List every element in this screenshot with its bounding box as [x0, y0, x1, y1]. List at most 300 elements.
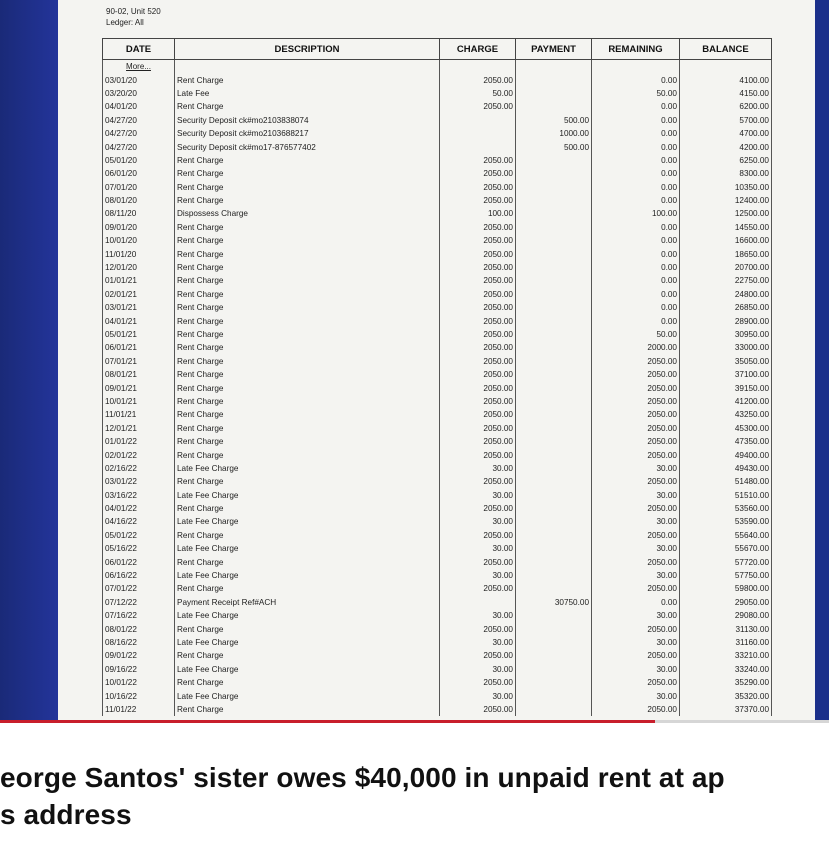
more-link[interactable]: More... — [103, 60, 175, 74]
charge-cell: 2050.00 — [440, 194, 516, 207]
remaining-cell: 0.00 — [592, 140, 680, 153]
description-cell: Security Deposit ck#mo17-876577402 — [175, 140, 440, 153]
table-row — [103, 435, 772, 448]
balance-cell: 6200.00 — [680, 100, 772, 113]
remaining-cell: 2050.00 — [592, 395, 680, 408]
date-cell: 09/16/22 — [103, 663, 175, 676]
balance-cell: 53590.00 — [680, 515, 772, 528]
date-cell: 04/16/22 — [103, 515, 175, 528]
payment-cell — [516, 381, 592, 394]
remaining-cell: 50.00 — [592, 87, 680, 100]
balance-cell: 4700.00 — [680, 127, 772, 140]
table-row — [103, 596, 772, 609]
payment-cell — [516, 301, 592, 314]
table-row — [103, 448, 772, 461]
charge-cell: 2050.00 — [440, 555, 516, 568]
payment-cell — [516, 100, 592, 113]
balance-cell: 26850.00 — [680, 301, 772, 314]
balance-cell: 4150.00 — [680, 87, 772, 100]
date-cell: 03/01/21 — [103, 301, 175, 314]
remaining-cell: 2050.00 — [592, 676, 680, 689]
remaining-cell: 2050.00 — [592, 529, 680, 542]
payment-cell: 500.00 — [516, 140, 592, 153]
date-cell: 03/20/20 — [103, 87, 175, 100]
table-row — [103, 408, 772, 421]
balance-cell: 28900.00 — [680, 314, 772, 327]
description-cell: Rent Charge — [175, 676, 440, 689]
payment-cell — [516, 328, 592, 341]
table-row — [103, 261, 772, 274]
balance-cell: 37370.00 — [680, 703, 772, 716]
balance-cell: 35320.00 — [680, 689, 772, 702]
payment-cell — [516, 489, 592, 502]
balance-cell: 39150.00 — [680, 381, 772, 394]
remaining-cell: 50.00 — [592, 328, 680, 341]
date-cell: 07/01/21 — [103, 355, 175, 368]
news-caption-bar — [0, 720, 829, 845]
date-cell: 10/16/22 — [103, 689, 175, 702]
table-row — [103, 489, 772, 502]
table-row — [103, 636, 772, 649]
charge-cell: 2050.00 — [440, 301, 516, 314]
remaining-cell: 0.00 — [592, 288, 680, 301]
payment-cell: 30750.00 — [516, 596, 592, 609]
balance-cell: 10350.00 — [680, 181, 772, 194]
charge-cell: 2050.00 — [440, 288, 516, 301]
remaining-cell: 30.00 — [592, 569, 680, 582]
charge-cell: 2050.00 — [440, 395, 516, 408]
balance-cell: 14550.00 — [680, 221, 772, 234]
description-cell: Rent Charge — [175, 234, 440, 247]
charge-cell: 2050.00 — [440, 582, 516, 595]
payment-cell — [516, 649, 592, 662]
description-cell: Security Deposit ck#mo2103838074 — [175, 114, 440, 127]
charge-cell: 30.00 — [440, 569, 516, 582]
document-header — [106, 6, 161, 28]
remaining-cell: 2050.00 — [592, 555, 680, 568]
balance-cell: 55640.00 — [680, 529, 772, 542]
charge-cell: 2050.00 — [440, 408, 516, 421]
remaining-cell: 0.00 — [592, 261, 680, 274]
table-row — [103, 569, 772, 582]
charge-cell: 2050.00 — [440, 676, 516, 689]
video-frame-right-band — [815, 0, 829, 720]
charge-cell: 2050.00 — [440, 221, 516, 234]
balance-cell: 18650.00 — [680, 247, 772, 260]
remaining-cell: 30.00 — [592, 663, 680, 676]
balance-cell: 5700.00 — [680, 114, 772, 127]
table-row — [103, 529, 772, 542]
date-cell: 10/01/20 — [103, 234, 175, 247]
balance-cell: 57750.00 — [680, 569, 772, 582]
table-row — [103, 502, 772, 515]
column-header-date: DATE — [103, 39, 175, 60]
charge-cell — [440, 596, 516, 609]
column-header-balance: BALANCE — [680, 39, 772, 60]
charge-cell: 50.00 — [440, 87, 516, 100]
balance-cell: 57720.00 — [680, 555, 772, 568]
description-cell: Rent Charge — [175, 475, 440, 488]
charge-cell: 2050.00 — [440, 502, 516, 515]
payment-cell — [516, 73, 592, 86]
table-row — [103, 221, 772, 234]
description-cell: Rent Charge — [175, 502, 440, 515]
remaining-cell: 2050.00 — [592, 649, 680, 662]
description-cell: Late Fee Charge — [175, 663, 440, 676]
date-cell: 03/16/22 — [103, 489, 175, 502]
description-cell: Rent Charge — [175, 368, 440, 381]
date-cell: 04/01/22 — [103, 502, 175, 515]
charge-cell: 2050.00 — [440, 381, 516, 394]
table-row — [103, 622, 772, 635]
description-cell: Late Fee Charge — [175, 636, 440, 649]
remaining-cell: 2050.00 — [592, 448, 680, 461]
description-cell: Late Fee Charge — [175, 609, 440, 622]
ledger-table — [102, 38, 772, 716]
table-row — [103, 194, 772, 207]
payment-cell — [516, 448, 592, 461]
table-row — [103, 154, 772, 167]
description-cell: Dispossess Charge — [175, 207, 440, 220]
charge-cell — [440, 114, 516, 127]
balance-cell: 33210.00 — [680, 649, 772, 662]
description-cell: Rent Charge — [175, 529, 440, 542]
payment-cell — [516, 288, 592, 301]
charge-cell: 2050.00 — [440, 622, 516, 635]
balance-cell: 51510.00 — [680, 489, 772, 502]
table-row — [103, 73, 772, 86]
date-cell: 12/01/21 — [103, 422, 175, 435]
table-row — [103, 114, 772, 127]
charge-cell: 2050.00 — [440, 529, 516, 542]
headline-line-1: eorge Santos' sister owes $40,000 in unpaid rent at ap — [0, 762, 725, 793]
description-cell: Rent Charge — [175, 221, 440, 234]
description-cell: Rent Charge — [175, 555, 440, 568]
description-cell: Rent Charge — [175, 395, 440, 408]
remaining-cell: 2050.00 — [592, 355, 680, 368]
charge-cell: 2050.00 — [440, 100, 516, 113]
payment-cell — [516, 314, 592, 327]
remaining-cell: 0.00 — [592, 596, 680, 609]
description-cell: Rent Charge — [175, 181, 440, 194]
description-cell: Rent Charge — [175, 261, 440, 274]
description-cell: Late Fee Charge — [175, 542, 440, 555]
charge-cell: 2050.00 — [440, 167, 516, 180]
charge-cell: 2050.00 — [440, 341, 516, 354]
date-cell: 05/01/20 — [103, 154, 175, 167]
charge-cell: 100.00 — [440, 207, 516, 220]
table-row — [103, 181, 772, 194]
description-cell: Rent Charge — [175, 73, 440, 86]
date-cell: 08/16/22 — [103, 636, 175, 649]
more-row — [103, 60, 772, 74]
date-cell: 03/01/22 — [103, 475, 175, 488]
charge-cell: 30.00 — [440, 489, 516, 502]
payment-cell — [516, 395, 592, 408]
date-cell: 07/12/22 — [103, 596, 175, 609]
payment-cell — [516, 475, 592, 488]
description-cell: Rent Charge — [175, 341, 440, 354]
description-cell: Rent Charge — [175, 194, 440, 207]
remaining-cell: 30.00 — [592, 489, 680, 502]
column-header-remaining: REMAINING — [592, 39, 680, 60]
payment-cell — [516, 703, 592, 716]
table-row — [103, 341, 772, 354]
payment-cell — [516, 261, 592, 274]
balance-cell: 12400.00 — [680, 194, 772, 207]
date-cell: 06/01/21 — [103, 341, 175, 354]
remaining-cell: 0.00 — [592, 127, 680, 140]
payment-cell — [516, 529, 592, 542]
payment-cell — [516, 341, 592, 354]
payment-cell — [516, 582, 592, 595]
date-cell: 06/01/22 — [103, 555, 175, 568]
table-row — [103, 555, 772, 568]
date-cell: 08/01/21 — [103, 368, 175, 381]
description-cell: Rent Charge — [175, 622, 440, 635]
charge-cell: 2050.00 — [440, 261, 516, 274]
remaining-cell: 2050.00 — [592, 703, 680, 716]
charge-cell: 2050.00 — [440, 181, 516, 194]
payment-cell — [516, 247, 592, 260]
column-header-payment: PAYMENT — [516, 39, 592, 60]
table-row — [103, 87, 772, 100]
table-row — [103, 368, 772, 381]
date-cell: 04/01/20 — [103, 100, 175, 113]
charge-cell: 2050.00 — [440, 328, 516, 341]
remaining-cell: 2050.00 — [592, 381, 680, 394]
payment-cell — [516, 609, 592, 622]
description-cell: Rent Charge — [175, 314, 440, 327]
remaining-cell: 0.00 — [592, 247, 680, 260]
remaining-cell: 100.00 — [592, 207, 680, 220]
charge-cell: 30.00 — [440, 462, 516, 475]
remaining-cell: 0.00 — [592, 167, 680, 180]
balance-cell: 29050.00 — [680, 596, 772, 609]
description-cell: Security Deposit ck#mo2103688217 — [175, 127, 440, 140]
payment-cell — [516, 221, 592, 234]
payment-cell — [516, 636, 592, 649]
description-cell: Rent Charge — [175, 582, 440, 595]
ledger-filter: Ledger: All — [106, 18, 144, 27]
balance-cell: 31130.00 — [680, 622, 772, 635]
description-cell: Rent Charge — [175, 355, 440, 368]
balance-cell: 4100.00 — [680, 73, 772, 86]
remaining-cell: 0.00 — [592, 274, 680, 287]
caption-red-rule — [0, 720, 655, 723]
payment-cell — [516, 462, 592, 475]
video-frame-left-band — [0, 0, 58, 720]
table-row — [103, 100, 772, 113]
date-cell: 07/16/22 — [103, 609, 175, 622]
remaining-cell: 0.00 — [592, 114, 680, 127]
table-row — [103, 689, 772, 702]
remaining-cell: 0.00 — [592, 301, 680, 314]
date-cell: 11/01/20 — [103, 247, 175, 260]
date-cell: 03/01/20 — [103, 73, 175, 86]
table-row — [103, 167, 772, 180]
date-cell: 08/01/22 — [103, 622, 175, 635]
charge-cell: 2050.00 — [440, 703, 516, 716]
charge-cell: 2050.00 — [440, 435, 516, 448]
description-cell: Late Fee Charge — [175, 689, 440, 702]
payment-cell — [516, 422, 592, 435]
payment-cell — [516, 234, 592, 247]
date-cell: 11/01/22 — [103, 703, 175, 716]
payment-cell: 1000.00 — [516, 127, 592, 140]
table-row — [103, 462, 772, 475]
date-cell: 05/01/22 — [103, 529, 175, 542]
charge-cell: 2050.00 — [440, 368, 516, 381]
table-row — [103, 314, 772, 327]
table-row — [103, 649, 772, 662]
date-cell: 10/01/22 — [103, 676, 175, 689]
remaining-cell: 0.00 — [592, 234, 680, 247]
date-cell: 01/01/21 — [103, 274, 175, 287]
date-cell: 04/27/20 — [103, 127, 175, 140]
payment-cell: 500.00 — [516, 114, 592, 127]
date-cell: 06/16/22 — [103, 569, 175, 582]
date-cell: 04/01/21 — [103, 314, 175, 327]
charge-cell: 2050.00 — [440, 422, 516, 435]
balance-cell: 24800.00 — [680, 288, 772, 301]
description-cell: Rent Charge — [175, 408, 440, 421]
table-row — [103, 395, 772, 408]
balance-cell: 59800.00 — [680, 582, 772, 595]
date-cell: 02/01/22 — [103, 448, 175, 461]
table-row — [103, 328, 772, 341]
payment-cell — [516, 676, 592, 689]
payment-cell — [516, 515, 592, 528]
remaining-cell: 2050.00 — [592, 582, 680, 595]
description-cell: Payment Receipt Ref#ACH — [175, 596, 440, 609]
payment-cell — [516, 87, 592, 100]
date-cell: 08/11/20 — [103, 207, 175, 220]
ledger-document — [58, 0, 815, 720]
ledger-header-row — [103, 39, 772, 60]
charge-cell: 2050.00 — [440, 314, 516, 327]
description-cell: Rent Charge — [175, 435, 440, 448]
payment-cell — [516, 542, 592, 555]
table-row — [103, 207, 772, 220]
payment-cell — [516, 194, 592, 207]
payment-cell — [516, 274, 592, 287]
description-cell: Rent Charge — [175, 301, 440, 314]
table-row — [103, 422, 772, 435]
balance-cell: 16600.00 — [680, 234, 772, 247]
charge-cell: 2050.00 — [440, 73, 516, 86]
description-cell: Late Fee — [175, 87, 440, 100]
remaining-cell: 0.00 — [592, 73, 680, 86]
description-cell: Rent Charge — [175, 100, 440, 113]
table-row — [103, 542, 772, 555]
column-header-description: DESCRIPTION — [175, 39, 440, 60]
balance-cell: 22750.00 — [680, 274, 772, 287]
description-cell: Rent Charge — [175, 448, 440, 461]
payment-cell — [516, 689, 592, 702]
date-cell: 10/01/21 — [103, 395, 175, 408]
balance-cell: 37100.00 — [680, 368, 772, 381]
payment-cell — [516, 569, 592, 582]
charge-cell: 2050.00 — [440, 649, 516, 662]
description-cell: Rent Charge — [175, 703, 440, 716]
balance-cell: 35050.00 — [680, 355, 772, 368]
remaining-cell: 2050.00 — [592, 622, 680, 635]
remaining-cell: 30.00 — [592, 542, 680, 555]
balance-cell: 33240.00 — [680, 663, 772, 676]
description-cell: Late Fee Charge — [175, 489, 440, 502]
balance-cell: 47350.00 — [680, 435, 772, 448]
table-row — [103, 515, 772, 528]
balance-cell: 20700.00 — [680, 261, 772, 274]
description-cell: Late Fee Charge — [175, 569, 440, 582]
table-row — [103, 676, 772, 689]
balance-cell: 55670.00 — [680, 542, 772, 555]
remaining-cell: 0.00 — [592, 194, 680, 207]
remaining-cell: 2050.00 — [592, 502, 680, 515]
table-row — [103, 140, 772, 153]
date-cell: 02/16/22 — [103, 462, 175, 475]
description-cell: Rent Charge — [175, 328, 440, 341]
remaining-cell: 0.00 — [592, 181, 680, 194]
date-cell: 02/01/21 — [103, 288, 175, 301]
description-cell: Rent Charge — [175, 247, 440, 260]
table-row — [103, 703, 772, 716]
charge-cell: 30.00 — [440, 515, 516, 528]
payment-cell — [516, 435, 592, 448]
description-cell: Rent Charge — [175, 154, 440, 167]
payment-cell — [516, 167, 592, 180]
date-cell: 08/01/20 — [103, 194, 175, 207]
description-cell: Rent Charge — [175, 381, 440, 394]
date-cell: 01/01/22 — [103, 435, 175, 448]
remaining-cell: 2050.00 — [592, 475, 680, 488]
charge-cell: 30.00 — [440, 636, 516, 649]
remaining-cell: 0.00 — [592, 221, 680, 234]
description-cell: Late Fee Charge — [175, 515, 440, 528]
description-cell: Rent Charge — [175, 167, 440, 180]
charge-cell: 30.00 — [440, 609, 516, 622]
charge-cell: 2050.00 — [440, 475, 516, 488]
charge-cell: 2050.00 — [440, 274, 516, 287]
remaining-cell: 0.00 — [592, 314, 680, 327]
description-cell: Rent Charge — [175, 422, 440, 435]
date-cell: 06/01/20 — [103, 167, 175, 180]
remaining-cell: 0.00 — [592, 100, 680, 113]
remaining-cell: 30.00 — [592, 609, 680, 622]
payment-cell — [516, 408, 592, 421]
charge-cell: 2050.00 — [440, 247, 516, 260]
date-cell: 05/01/21 — [103, 328, 175, 341]
payment-cell — [516, 368, 592, 381]
date-cell: 12/01/20 — [103, 261, 175, 274]
balance-cell: 49430.00 — [680, 462, 772, 475]
table-row — [103, 475, 772, 488]
table-row — [103, 301, 772, 314]
payment-cell — [516, 555, 592, 568]
charge-cell: 30.00 — [440, 689, 516, 702]
remaining-cell: 2050.00 — [592, 368, 680, 381]
payment-cell — [516, 502, 592, 515]
charge-cell: 30.00 — [440, 542, 516, 555]
payment-cell — [516, 622, 592, 635]
description-cell: Rent Charge — [175, 649, 440, 662]
charge-cell: 30.00 — [440, 663, 516, 676]
table-row — [103, 274, 772, 287]
charge-cell — [440, 140, 516, 153]
balance-cell: 12500.00 — [680, 207, 772, 220]
balance-cell: 49400.00 — [680, 448, 772, 461]
